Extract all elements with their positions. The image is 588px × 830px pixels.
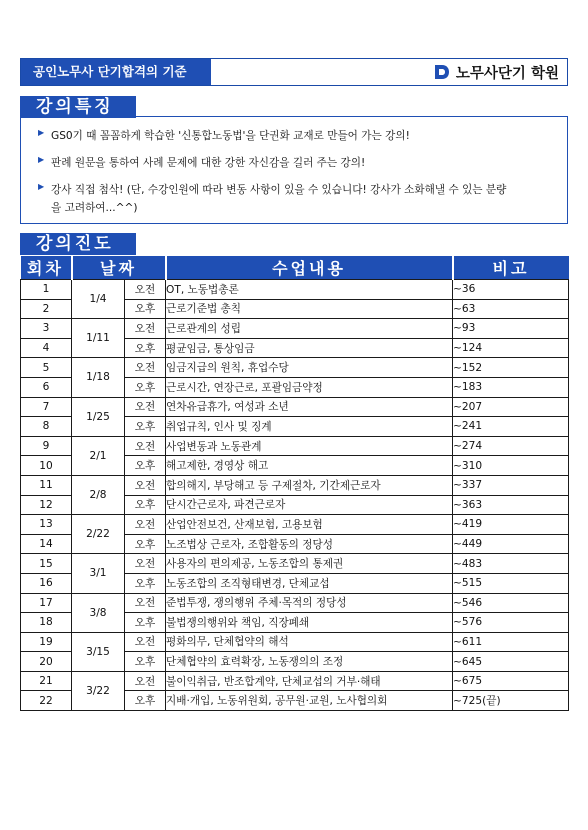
row-content: 근로기준법 총칙 (166, 299, 453, 319)
row-note: ~183 (453, 377, 569, 397)
row-note: ~645 (453, 652, 569, 672)
table-row (21, 632, 569, 652)
row-number: 14 (21, 534, 72, 554)
table-row (21, 475, 569, 495)
row-period: 오후 (125, 338, 166, 358)
row-number: 7 (21, 397, 72, 417)
row-note: ~449 (453, 534, 569, 554)
row-number: 11 (21, 475, 72, 495)
row-content: 지배·개입, 노동위원회, 공무원·교원, 노사협의회 (166, 691, 453, 711)
feature-item: ▶ 강사 직접 첨삭! (단, 수강인원에 따라 변동 사항이 있을 수 있습니다! 강사가 소화해낼 수 있는 분량 (51, 181, 571, 199)
table-header-row (21, 256, 569, 280)
row-date: 1/18 (72, 358, 125, 397)
features-section-title: 강의특징 (20, 96, 136, 118)
row-content: 준법투쟁, 쟁의행위 주체·목적의 정당성 (166, 593, 453, 613)
row-period: 오후 (125, 299, 166, 319)
header-title: 공인노무사 단기합격의 기준 (21, 59, 211, 85)
row-date: 3/1 (72, 554, 125, 593)
table-row (21, 671, 569, 691)
triangle-bullet-icon: ▶ (38, 182, 45, 191)
row-period: 오전 (125, 436, 166, 456)
row-number: 17 (21, 593, 72, 613)
progress-section-title: 강의진도 (20, 233, 136, 255)
row-note: ~63 (453, 299, 569, 319)
row-content: 사용자의 편의제공, 노동조합의 통제권 (166, 554, 453, 574)
row-content: 해고제한, 경영상 해고 (166, 456, 453, 476)
table-row (21, 554, 569, 574)
row-note: ~725(끝) (453, 691, 569, 711)
feature-item: ▶ GS0기 때 꼼꼼하게 학습한 '신통합노동법'을 단권화 교재로 만들어 가는 강의! (51, 127, 571, 145)
row-period: 오전 (125, 671, 166, 691)
row-number: 15 (21, 554, 72, 574)
row-note: ~419 (453, 515, 569, 535)
row-number: 13 (21, 515, 72, 535)
schedule-table (20, 256, 569, 711)
row-period: 오전 (125, 515, 166, 535)
row-period: 오후 (125, 613, 166, 633)
row-period: 오전 (125, 632, 166, 652)
row-content: 평균임금, 통상임금 (166, 338, 453, 358)
row-period: 오후 (125, 456, 166, 476)
table-row (21, 397, 569, 417)
row-number: 19 (21, 632, 72, 652)
row-content: 사업변동과 노동관계 (166, 436, 453, 456)
row-period: 오후 (125, 691, 166, 711)
row-content: 산업안전보건, 산재보험, 고용보험 (166, 515, 453, 535)
row-content: 합의해지, 부당해고 등 구제절차, 기간제근로자 (166, 475, 453, 495)
row-date: 2/22 (72, 515, 125, 554)
row-date: 1/11 (72, 319, 125, 358)
row-content: 취업규칙, 인사 및 징계 (166, 417, 453, 437)
row-note: ~576 (453, 613, 569, 633)
row-number: 16 (21, 573, 72, 593)
row-number: 18 (21, 613, 72, 633)
page-header (20, 58, 568, 86)
row-period: 오전 (125, 319, 166, 339)
row-content: 노조법상 근로자, 조합활동의 정당성 (166, 534, 453, 554)
row-period: 오후 (125, 573, 166, 593)
row-number: 3 (21, 319, 72, 339)
row-date: 3/15 (72, 632, 125, 671)
row-period: 오후 (125, 417, 166, 437)
row-period: 오후 (125, 377, 166, 397)
row-note: ~546 (453, 593, 569, 613)
row-date: 3/8 (72, 593, 125, 632)
row-note: ~274 (453, 436, 569, 456)
column-header-no: 회차 (21, 256, 72, 280)
row-number: 4 (21, 338, 72, 358)
row-note: ~310 (453, 456, 569, 476)
row-note: ~611 (453, 632, 569, 652)
row-content: 평화의무, 단체협약의 해석 (166, 632, 453, 652)
table-row (21, 280, 569, 300)
row-number: 6 (21, 377, 72, 397)
triangle-bullet-icon: ▶ (38, 155, 45, 164)
row-number: 12 (21, 495, 72, 515)
row-content: OT, 노동법총론 (166, 280, 453, 300)
row-note: ~207 (453, 397, 569, 417)
row-content: 불법쟁의행위와 책임, 직장폐쇄 (166, 613, 453, 633)
row-number: 10 (21, 456, 72, 476)
row-number: 21 (21, 671, 72, 691)
row-period: 오전 (125, 554, 166, 574)
row-period: 오전 (125, 397, 166, 417)
row-note: ~241 (453, 417, 569, 437)
brand-logo-icon (433, 63, 451, 81)
triangle-bullet-icon: ▶ (38, 128, 45, 137)
brand-name: 노무사단기 학원 (455, 65, 559, 82)
row-content: 임금지급의 원칙, 휴업수당 (166, 358, 453, 378)
row-content: 근로시간, 연장근로, 포괄임금약정 (166, 377, 453, 397)
row-date: 2/8 (72, 475, 125, 514)
table-row (21, 319, 569, 339)
row-period: 오후 (125, 534, 166, 554)
column-header-date: 날짜 (72, 256, 166, 280)
row-note: ~152 (453, 358, 569, 378)
row-date: 1/25 (72, 397, 125, 436)
row-period: 오후 (125, 652, 166, 672)
row-number: 22 (21, 691, 72, 711)
row-note: ~675 (453, 671, 569, 691)
row-content: 단시간근로자, 파견근로자 (166, 495, 453, 515)
row-date: 3/22 (72, 671, 125, 710)
row-period: 오전 (125, 280, 166, 300)
row-content: 노동조합의 조직형태변경, 단체교섭 (166, 573, 453, 593)
table-row (21, 358, 569, 378)
row-date: 1/4 (72, 280, 125, 319)
row-date: 2/1 (72, 436, 125, 475)
table-row (21, 436, 569, 456)
row-number: 2 (21, 299, 72, 319)
column-header-content: 수업내용 (166, 256, 453, 280)
row-content: 불이익취급, 반조합계약, 단체교섭의 거부·해태 (166, 671, 453, 691)
row-number: 8 (21, 417, 72, 437)
row-note: ~36 (453, 280, 569, 300)
row-period: 오전 (125, 475, 166, 495)
row-number: 9 (21, 436, 72, 456)
row-note: ~483 (453, 554, 569, 574)
row-content: 근로관계의 성립 (166, 319, 453, 339)
row-period: 오후 (125, 495, 166, 515)
table-row (21, 515, 569, 535)
features-box (20, 116, 568, 224)
row-note: ~93 (453, 319, 569, 339)
feature-item: ▶ 판례 원문을 통하여 사례 문제에 대한 강한 자신감을 길러 주는 강의! (51, 154, 571, 172)
column-header-note: 비고 (453, 256, 569, 280)
feature-item-continued: 을 고려하여...^^) (51, 202, 138, 214)
row-number: 5 (21, 358, 72, 378)
row-period: 오전 (125, 593, 166, 613)
row-note: ~124 (453, 338, 569, 358)
table-row (21, 593, 569, 613)
row-content: 연차유급휴가, 여성과 소년 (166, 397, 453, 417)
row-note: ~337 (453, 475, 569, 495)
brand (433, 59, 559, 85)
row-number: 1 (21, 280, 72, 300)
row-note: ~363 (453, 495, 569, 515)
row-content: 단체협약의 효력확장, 노동쟁의의 조정 (166, 652, 453, 672)
row-period: 오전 (125, 358, 166, 378)
row-note: ~515 (453, 573, 569, 593)
row-number: 20 (21, 652, 72, 672)
